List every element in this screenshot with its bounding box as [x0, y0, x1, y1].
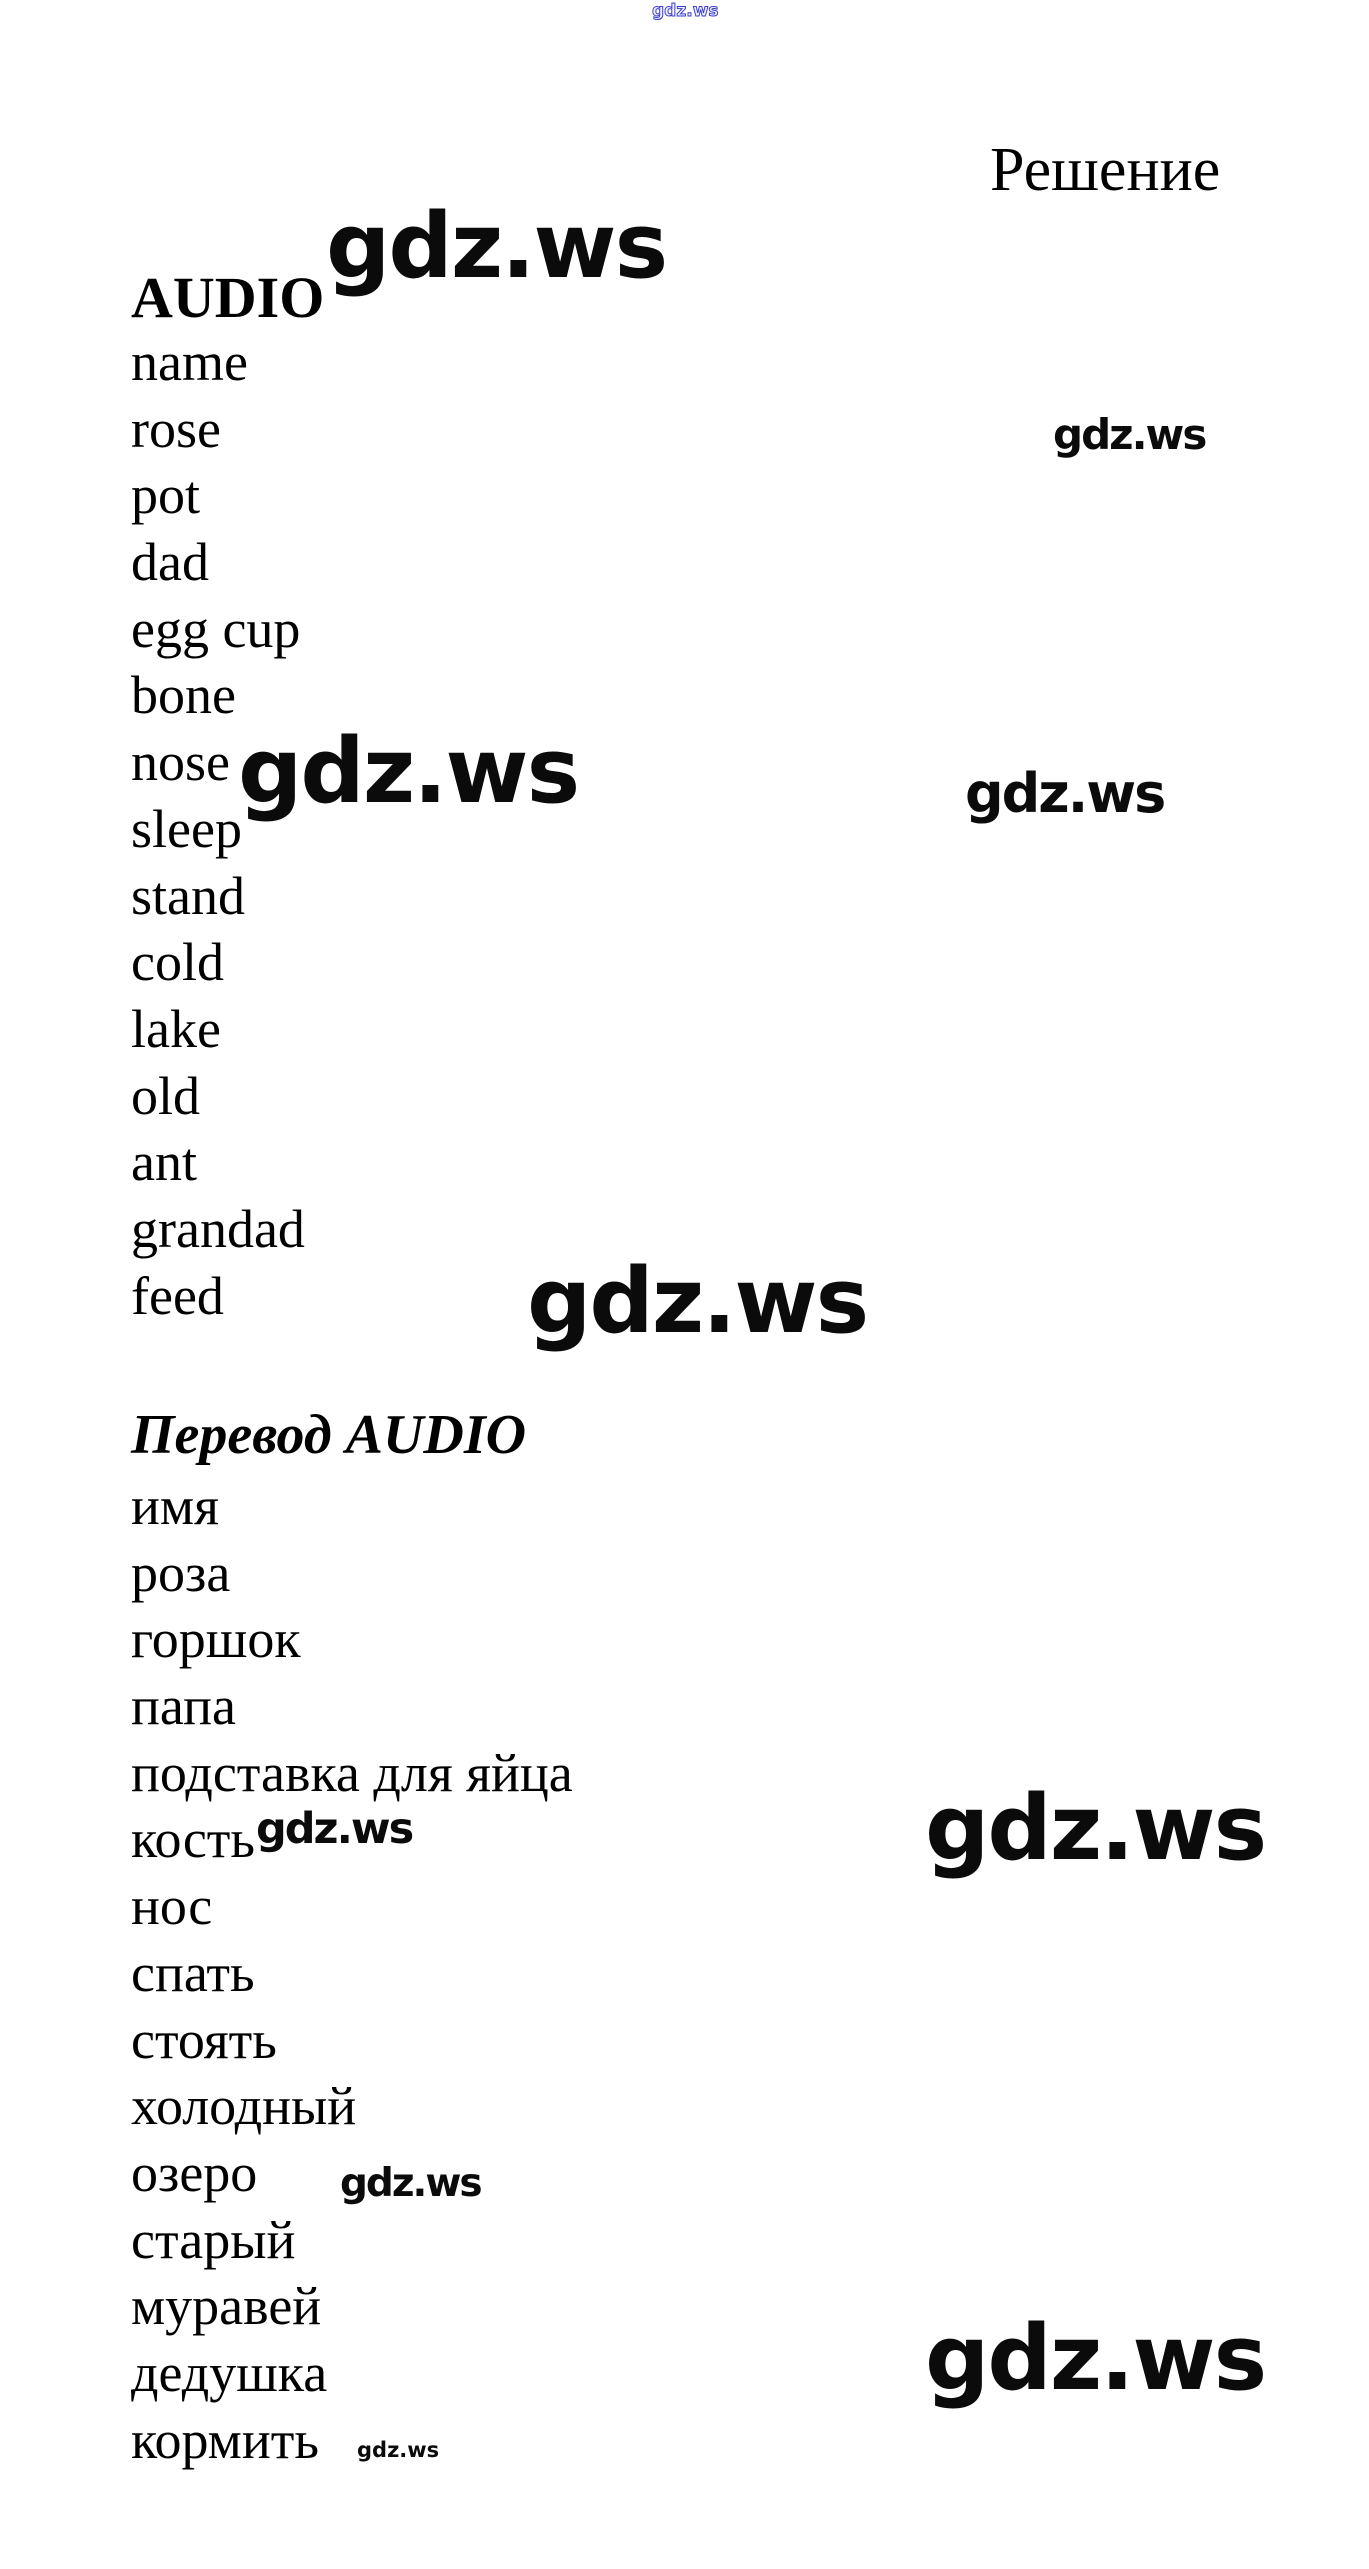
- gdzws-watermark: gdz.ws: [326, 194, 667, 299]
- word-line: lake: [131, 998, 221, 1059]
- word-line: old: [131, 1065, 201, 1126]
- gdzws-watermark: gdz.ws: [357, 2438, 440, 2462]
- word-line: ant: [131, 1132, 197, 1193]
- word-line: стоять: [131, 2009, 277, 2070]
- word-line: sleep: [131, 798, 242, 859]
- gdzws-watermark: gdz.ws: [925, 2306, 1266, 2411]
- word-line: stand: [131, 865, 245, 926]
- word-line: кормить: [131, 2409, 319, 2470]
- word-line: кость: [131, 1809, 256, 1870]
- gdzws-watermark: gdz.ws: [1053, 410, 1206, 459]
- word-line: роза: [131, 1542, 231, 1603]
- word-line: холодный: [131, 2076, 357, 2137]
- word-line: dad: [131, 532, 209, 593]
- gdzws-watermark: gdz.ws: [340, 2161, 481, 2206]
- word-line: горшок: [131, 1609, 301, 1670]
- word-line: нос: [131, 1876, 213, 1937]
- gdzws-watermark: gdz.ws: [925, 1776, 1266, 1881]
- gdzws-watermark: gdz.ws: [527, 1249, 868, 1354]
- solution-heading: Решение: [990, 136, 1221, 204]
- word-line: feed: [131, 1265, 224, 1326]
- gdzws-watermark: gdz.ws: [256, 1804, 413, 1854]
- word-line: rose: [131, 398, 221, 459]
- word-line: имя: [131, 1476, 219, 1536]
- word-line: папа: [131, 1676, 237, 1737]
- russian-word-list: [131, 1473, 573, 2473]
- word-line: nose: [131, 732, 230, 793]
- word-line: подставка для яйца: [131, 1742, 573, 1803]
- word-line: озеро: [131, 2142, 258, 2203]
- word-line: муравей: [131, 2276, 322, 2337]
- gdzws-watermark: gdz.ws: [965, 762, 1165, 825]
- word-line: bone: [131, 665, 236, 726]
- word-line: name: [131, 332, 248, 392]
- gdzws-watermark: gdz.ws: [238, 719, 579, 824]
- translation-section-title: Перевод AUDIO: [131, 1404, 527, 1466]
- word-line: pot: [131, 465, 201, 526]
- audio-section-title: AUDIO: [131, 265, 325, 330]
- word-line: старый: [131, 2209, 296, 2270]
- english-word-list: [131, 329, 305, 1329]
- word-line: дедушка: [131, 2342, 328, 2403]
- gdzws-watermark: gdz.ws: [652, 1, 719, 21]
- word-line: grandad: [131, 1198, 305, 1259]
- word-line: спать: [131, 1942, 255, 2003]
- word-line: egg cup: [131, 598, 301, 659]
- word-line: cold: [131, 932, 224, 993]
